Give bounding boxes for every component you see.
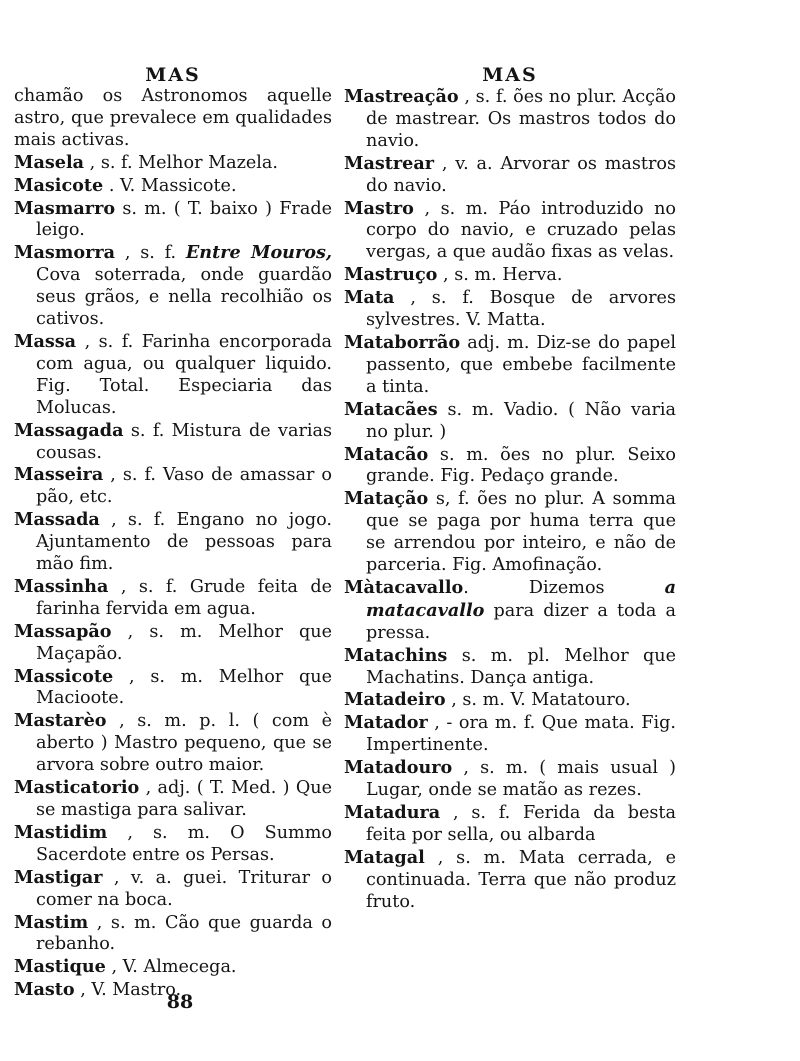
entry-definition: adj. m. Diz-se do papel passento, que embebe facilmente a tinta.	[366, 332, 676, 397]
dictionary-entry	[344, 399, 676, 444]
entry-headword: Mastidim	[14, 821, 108, 843]
entry-definition: , s. f. Vaso de amassar o pão, etc.	[36, 465, 332, 508]
entry-definition: , s. f. Engano no jogo. Ajuntamento de pessoas para mão fim.	[36, 510, 332, 575]
entry-definition-tail: para dizer a toda a pressa.	[366, 600, 676, 643]
entry-definition: , V. Mastro.	[80, 980, 182, 1001]
entry-headword: Masmorra	[14, 242, 116, 264]
entry-headword: Mastruço	[344, 264, 438, 286]
entry-definition: , v. a. Arvorar os mastros do navio.	[366, 153, 676, 196]
dictionary-entry	[344, 332, 676, 399]
dictionary-entry	[344, 689, 676, 712]
dictionary-entry	[344, 153, 676, 198]
entry-definition: , s. m. O Summo Sacerdote entre os Persas.	[36, 822, 332, 865]
entry-headword: Massagada	[14, 419, 124, 441]
entry-headword: Mastreação	[344, 86, 459, 107]
dictionary-entry	[14, 576, 332, 621]
entry-headword: Mastique	[14, 956, 106, 978]
entry-headword: Mastigar	[14, 866, 103, 888]
entry-definition: , s. f. ões no plur. Acção de mastrear. Os mastros todos do navio.	[366, 87, 677, 151]
dictionary-entry	[344, 757, 676, 802]
right-running-header: MAS	[482, 64, 538, 86]
entry-headword: Matacão	[344, 443, 429, 465]
entry-headword: Masseira	[14, 464, 104, 486]
entry-definition: s. m. ões no plur. Seixo grande. Fig. Pedaço grande.	[366, 444, 676, 487]
dictionary-entry	[14, 152, 332, 175]
entry-headword: Mastro	[344, 197, 414, 219]
entry-headword: Matação	[344, 488, 429, 510]
left-column	[14, 64, 332, 1002]
entry-headword: Matadeiro	[344, 689, 446, 711]
entry-definition: , s. f.	[124, 243, 177, 264]
entry-definition: , s. f. Grude feita de farinha fervida em agua.	[36, 576, 332, 619]
entry-headword: Matador	[344, 712, 428, 734]
entry-definition: s, f. ões no plur. A somma que se paga por huma terra que se arrendou por inteiro, e não de parceria. Fig. Amofinação.	[366, 489, 676, 576]
dictionary-entry	[14, 666, 332, 711]
entry-definition: , s. m. p. l. ( com è aberto ) Mastro pequeno, que se arvora sobre outro maior.	[36, 711, 333, 776]
dictionary-entry	[344, 645, 676, 690]
entry-headword: Mastrear	[344, 152, 435, 174]
dictionary-entry	[14, 464, 332, 509]
entry-definition: , s. m. V. Matatouro.	[451, 690, 631, 711]
dictionary-entry	[344, 847, 676, 914]
entry-headword: Masticatorio	[14, 777, 140, 799]
dictionary-entry	[14, 331, 332, 420]
entry-headword: Mastarèo	[14, 710, 107, 732]
entry-headword: Massinha	[14, 575, 109, 597]
entry-headword: Matachins	[344, 644, 448, 666]
dictionary-entry	[344, 488, 676, 577]
dictionary-entry	[344, 712, 676, 757]
entry-headword: Matagal	[344, 846, 425, 868]
dictionary-entry	[344, 287, 676, 332]
entry-headword: Masmarro	[14, 197, 116, 219]
entry-definition: s. m. Vadio. ( Não varia no plur. )	[366, 399, 677, 442]
entry-definition: , s. m. Herva.	[443, 265, 563, 286]
entry-definition: , v. a. guei. Triturar o comer na boca.	[36, 867, 332, 910]
entry-definition: , s. f. Farinha encorporada com agua, ou qualquer liquido. Fig. Total. Especiaria das Molucas.	[36, 331, 332, 418]
entry-headword: Matadura	[344, 802, 441, 823]
entry-definition: , s. f. Ferida da besta feita por sella, ou albarda	[366, 803, 676, 845]
dictionary-entry	[344, 86, 676, 153]
dictionary-entry	[14, 509, 332, 576]
right-column	[344, 64, 676, 914]
dictionary-entry	[14, 777, 332, 822]
right-entry-list	[344, 86, 676, 914]
entry-headword: Mastim	[14, 911, 89, 933]
entry-headword: Matadouro	[344, 757, 453, 779]
dictionary-entry	[14, 710, 332, 777]
dictionary-entry	[14, 956, 332, 979]
left-entry-list	[14, 86, 332, 1002]
dictionary-entry	[344, 444, 676, 489]
entry-headword: Mata	[344, 287, 395, 309]
dictionary-entry	[14, 175, 332, 198]
dictionary-entry	[14, 867, 332, 912]
entry-definition: , s. m. Melhor que Maçapão.	[36, 621, 332, 664]
entry-headword: Masto	[14, 979, 75, 1001]
entry-definition: s. m. pl. Melhor que Machatins. Dança antiga.	[366, 645, 676, 688]
entry-definition: s. m. ( T. baixo ) Frade leigo.	[36, 198, 332, 241]
entry-definition: , s. m. Páo introduzido no corpo do navio, e cruzado pelas vergas, a que audão fixas as velas.	[366, 198, 676, 263]
entry-definition: , s. f. Melhor Mazela.	[89, 152, 278, 173]
dictionary-entry	[14, 621, 332, 666]
entry-definition: , adj. ( T. Med. ) Que se mastiga para salivar.	[36, 778, 333, 820]
dictionary-entry	[344, 577, 676, 645]
entry-definition: s. f. Mistura de varias cousas.	[36, 420, 332, 463]
entry-headword: Massada	[14, 509, 100, 531]
left-running-header: MAS	[145, 64, 201, 86]
entry-definition: , s. m. Melhor que Macioote.	[36, 666, 332, 709]
entry-italic-phrase: a matacavallo	[366, 576, 676, 621]
entry-definition: , V. Almecega.	[111, 957, 237, 978]
entry-definition-tail: Cova soterrada, onde guardão seus grãos, e nella recolhião os cativos.	[36, 265, 332, 330]
entry-definition: , s. m. ( mais usual ) Lugar, onde se matão as rezes.	[366, 758, 676, 801]
entry-headword: Massa	[14, 330, 77, 352]
entry-headword: Matacães	[344, 398, 438, 420]
entry-definition: , s. f. Bosque de arvores sylvestres. V. Matta.	[366, 288, 677, 331]
entry-headword: Masela	[14, 151, 85, 173]
dictionary-entry	[14, 420, 332, 465]
entry-definition: , - ora m. f. Que mata. Fig. Impertinente.	[366, 713, 676, 756]
dictionary-entry	[344, 802, 676, 847]
entry-definition: , s. m. Mata cerrada, e continuada. Terra que não produz fruto.	[366, 847, 676, 912]
entry-definition: . V. Massicote.	[108, 175, 237, 196]
dictionary-entry	[14, 242, 332, 331]
page-number: 88	[166, 991, 194, 1013]
entry-headword: Masicote	[14, 174, 104, 196]
entry-italic-phrase: Entre Mouros,	[185, 242, 333, 264]
dictionary-entry	[14, 822, 332, 867]
entry-headword: Mataborrão	[344, 331, 461, 353]
dictionary-entry: chamão os Astronomos aquelle astro, que prevalece em qualidades mais activas.	[14, 86, 332, 150]
entry-headword: Massapão	[14, 620, 112, 642]
entry-definition: , s. m. Cão que guarda o rebanho.	[36, 912, 332, 955]
entry-definition: . Dizemos	[463, 577, 605, 598]
dictionary-entry	[14, 198, 332, 243]
dictionary-entry	[344, 264, 676, 287]
dictionary-entry	[14, 912, 332, 957]
entry-headword: Massicote	[14, 665, 114, 687]
dictionary-entry	[344, 198, 676, 265]
entry-headword: Màtacavallo	[344, 576, 464, 598]
